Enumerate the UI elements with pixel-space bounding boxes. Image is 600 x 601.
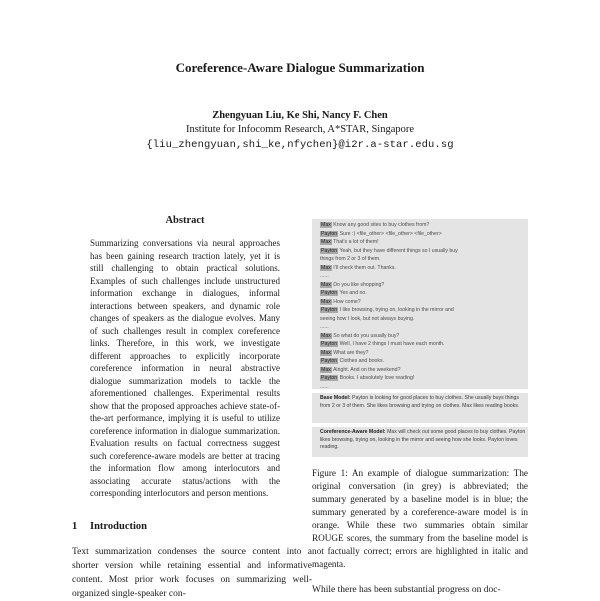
speaker-name: Payton — [321, 358, 338, 364]
speaker-name: Max — [321, 298, 331, 305]
dialogue-line — [320, 238, 526, 247]
speaker-name: Payton — [321, 341, 338, 347]
dialogue-line — [320, 221, 526, 230]
dialogue-line — [320, 298, 526, 307]
speaker-name: Payton — [321, 247, 338, 254]
utterance-text: Books. I absolutely love reading! — [339, 375, 415, 381]
figure-caption: Figure 1: An example of dialogue summarization: The original conversation (in grey) is abbreviated; the summary generated by a baseline model is in blue; the summary generated by a coreference-aware model is in orange. While these two summaries obtain similar ROUGE scores, the summary from the baseline model is not factually correct; errors are highlighted in italic and magenta. — [312, 468, 528, 569]
speaker-name: Max — [321, 349, 331, 356]
dialogue-line — [320, 230, 526, 239]
speaker-name: Max — [321, 332, 331, 339]
utterance-text: Yeah, but they have different things so I usually buy — [339, 247, 458, 254]
abstract-text: Summarizing conversations via neural approaches has been gaining research traction lately, yet it is still challenging to obtain practical solutions. Examples of such challenges include unstructured information exchange in dialogues, informal interactions between speakers, and dynamic role changes of speakers as the dialogue evolves. Many of such challenges result in complex coreference links. Therefore, in this work, we investigate different approaches to explicitly incorporate coreference information in neural abstractive dialogue summarization models to tackle the aforementioned challenges. Experimental results show that the proposed approaches achieve state-of-the-art performance, implying it is useful to utilize coreference information in dialogue summarization. Evaluation results on factual correctness suggest such coreference-aware models are better at tracing the information flow among interlocutors and associating accurate status/actions with the corresponding interlocutors and person mentions. — [90, 238, 280, 498]
utterance-text: That's a lot of them! — [333, 239, 379, 245]
utterance-text: Well, I have 2 things I must have each month. — [339, 341, 445, 347]
dialogue-line — [320, 281, 526, 290]
baseline-summary-text: Payton is looking for good places to buy clothes. She usually buys things from 2 or 3 of them. She likes browsing and trying on clothes. Max likes reading books. — [320, 395, 520, 409]
abstract-heading: Abstract — [165, 215, 205, 226]
paper-title: Coreference-Aware Dialogue Summarization — [175, 60, 425, 75]
dialogue-line — [320, 247, 526, 256]
utterance-text: What are they? — [333, 349, 369, 356]
baseline-summary — [320, 395, 526, 410]
utterance-text: ...... — [320, 324, 329, 330]
dialogue-line — [320, 306, 526, 315]
dialogue-line — [320, 340, 526, 349]
section-number: 1 — [72, 521, 78, 532]
utterance-text: things from 2 or 3 of them. — [320, 256, 381, 262]
dialogue-line — [320, 323, 526, 332]
utterance-text: I like browsing, trying on, looking in the mirror and — [339, 307, 454, 313]
speaker-name: Payton — [321, 307, 338, 313]
utterance-text: So what do you usually buy? — [333, 332, 400, 339]
speaker-name: Max — [321, 366, 331, 373]
author-list: Zhengyuan Liu, Ke Shi, Nancy F. Chen — [212, 110, 388, 121]
dialogue-line — [320, 315, 526, 324]
baseline-summary-label: Base Model: — [320, 395, 351, 401]
speaker-name: Max — [321, 239, 331, 245]
speaker-name: Max — [321, 281, 331, 288]
dialogue-line — [320, 264, 526, 273]
dialogue-line — [320, 383, 526, 392]
speaker-name: Max — [321, 222, 331, 228]
author-email: {liu_zhengyuan,shi_ke,nfychen}@i2r.a-star.edu.sg — [146, 139, 454, 151]
dialogue-line — [320, 255, 526, 264]
utterance-text: ...... — [320, 273, 329, 279]
speaker-name: Payton — [321, 290, 338, 296]
utterance-text: Yes and no. — [339, 290, 367, 296]
affiliation: Institute for Infocomm Research, A*STAR, Singapore — [185, 124, 415, 135]
utterance-text: I'll check them out. Thanks. — [333, 264, 396, 271]
dialogue-line — [320, 272, 526, 281]
utterance-text: How come? — [333, 298, 361, 305]
speaker-name: Payton — [321, 375, 338, 381]
dialogue-line — [320, 374, 526, 383]
section-title: Introduction — [90, 521, 147, 532]
utterance-text: Do you like shopping? — [333, 281, 385, 288]
utterance-text: Sure :) <file_other> <file_other> <file_other> — [339, 230, 442, 237]
dialogue-line — [320, 332, 526, 341]
dialogue-line — [320, 357, 526, 366]
speaker-name: Payton — [321, 230, 338, 237]
utterance-text: Know any good sites to buy clothes from? — [333, 222, 430, 228]
dialogue-transcript — [320, 221, 526, 391]
utterance-text: Alright. And on the weekend? — [332, 366, 401, 373]
dialogue-line — [320, 366, 526, 375]
introduction-text: Text summarization condenses the source content into a shorter version while retaining essential and informative content. Most prior work focuses on summarizing well-organized single-speaker con- — [72, 547, 312, 599]
right-column-text: While there has been substantial progress on doc- — [312, 585, 501, 595]
speaker-name: Max — [321, 264, 331, 271]
section-heading-introduction — [72, 521, 312, 532]
utterance-text: seeing how I look, but not always buying. — [320, 315, 415, 322]
coref-summary-text: Max will check out some good places to buy clothes. Payton likes browsing, trying on, looking in the mirror and seeing how she looks. Payton loves reading. — [320, 429, 526, 450]
dialogue-line — [320, 289, 526, 298]
dialogue-line — [320, 349, 526, 358]
coref-summary-label: Coreference-Aware Model: — [320, 429, 386, 435]
utterance-text: ...... — [320, 383, 329, 390]
utterance-text: Clothes and books. — [339, 358, 385, 364]
coref-summary — [320, 429, 526, 452]
